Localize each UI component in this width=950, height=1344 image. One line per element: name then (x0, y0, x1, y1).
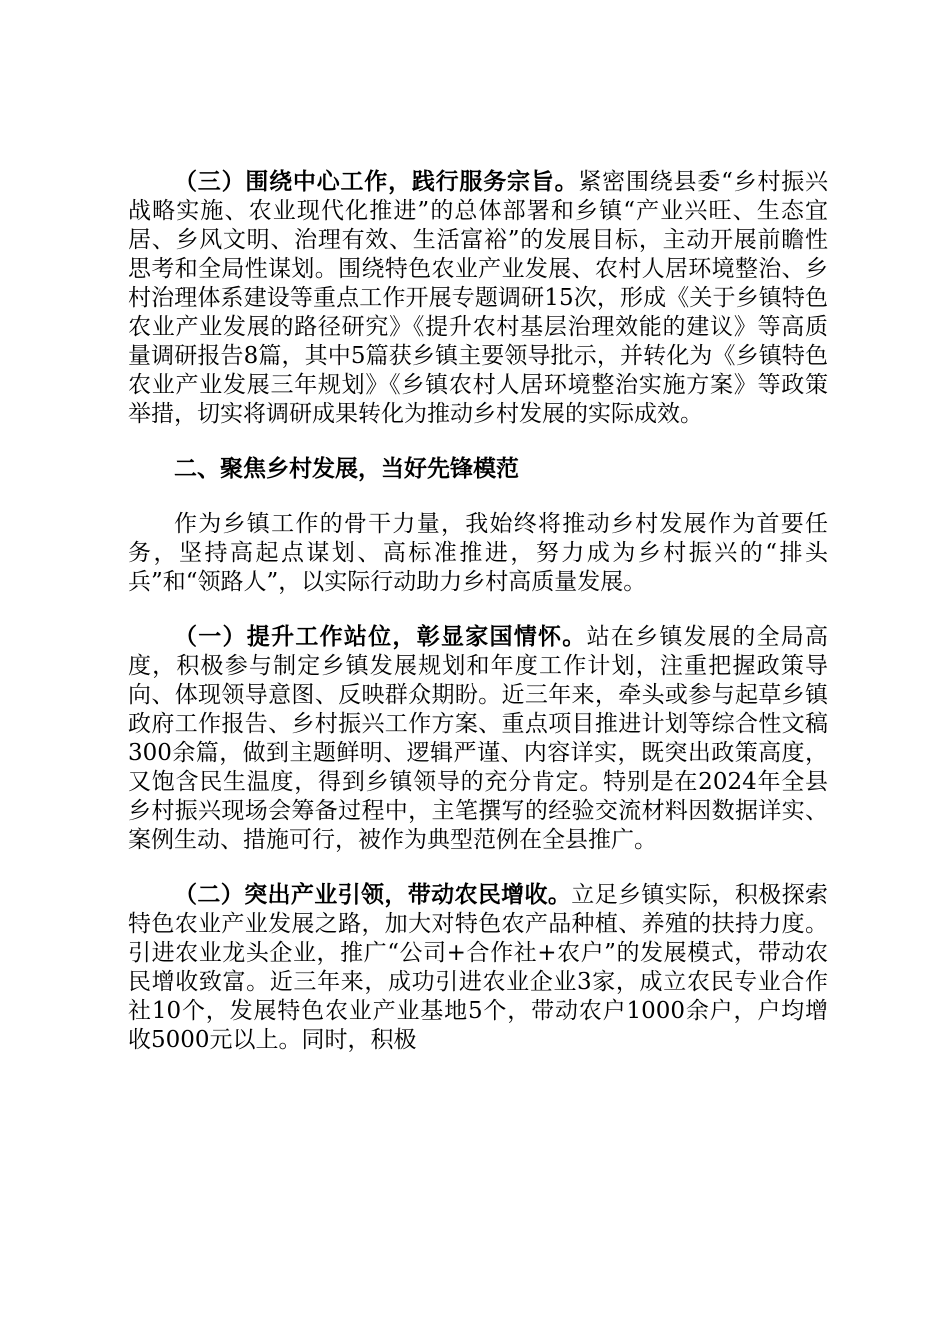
paragraph-research (128, 168, 828, 429)
subsection-lead: （二）突出产业引领，带动农民增收。 (174, 882, 572, 908)
subsection-body: 站在乡镇发展的全局高度，积极参与制定乡镇发展规划和年度工作计划，注重把握政策导向、体现领导意图、反映群众期盼。近三年来，牵头或参与起草乡镇政府工作报告、乡村振兴工作方案、重点项目推进计划等综合性文稿300余篇，做到主题鲜明、逻辑严谨、内容详实，既突出政策高度，又饱含民生温度，得到乡镇领导的充分肯定。特别是在2024年全县乡村振兴现场会筹备过程中，主笔撰写的经验交流材料因数据详实、案例生动、措施可行，被作为典型范例在全县推广。 (128, 624, 829, 853)
subsection-two (128, 881, 828, 1055)
subsection-body: 立足乡镇实际，积极探索特色农业产业发展之路，加大对特色农产品种植、养殖的扶持力度。引进农业龙头企业，推广“公司+合作社+农户”的发展模式，带动农民增收致富。近三年来，成功引进农业企业3家，成立农民专业合作社10个，发展特色农业产业基地5个，带动农户1000余户，户均增收5000元以上。同时，积极 (128, 882, 829, 1053)
document-page (128, 168, 828, 1081)
paragraph-lead: （三）围绕中心工作，践行服务宗旨。 (174, 169, 579, 195)
section-heading: 二、聚焦乡村发展，当好先锋模范 (174, 456, 519, 482)
section-intro: 作为乡镇工作的骨干力量，我始终将推动乡村发展作为首要任务，坚持高起点谋划、高标准推进，努力成为乡村振兴的“排头兵”和“领路人”，以实际行动助力乡村高质量发展。 (128, 511, 828, 595)
paragraph-body: 紧密围绕县委“乡村振兴战略实施、农业现代化推进”的总体部署和乡镇“产业兴旺、生态宜居、乡风文明、治理有效、生活富裕”的发展目标，主动开展前瞻性思考和全局性谋划。围绕特色农业产业发展、农村人居环境整治、乡村治理体系建设等重点工作开展专题调研15次，形成《关于乡镇特色农业产业发展的路径研究》《提升农村基层治理效能的建议》等高质量调研报告8篇，其中5篇获乡镇主要领导批示，并转化为《乡镇特色农业产业发展三年规划》《乡镇农村人居环境整治实施方案》等政策举措，切实将调研成果转化为推动乡村发展的实际成效。 (128, 169, 828, 427)
subsection-lead: （一）提升工作站位，彰显家国情怀。 (174, 624, 587, 650)
subsection-one (128, 623, 828, 855)
